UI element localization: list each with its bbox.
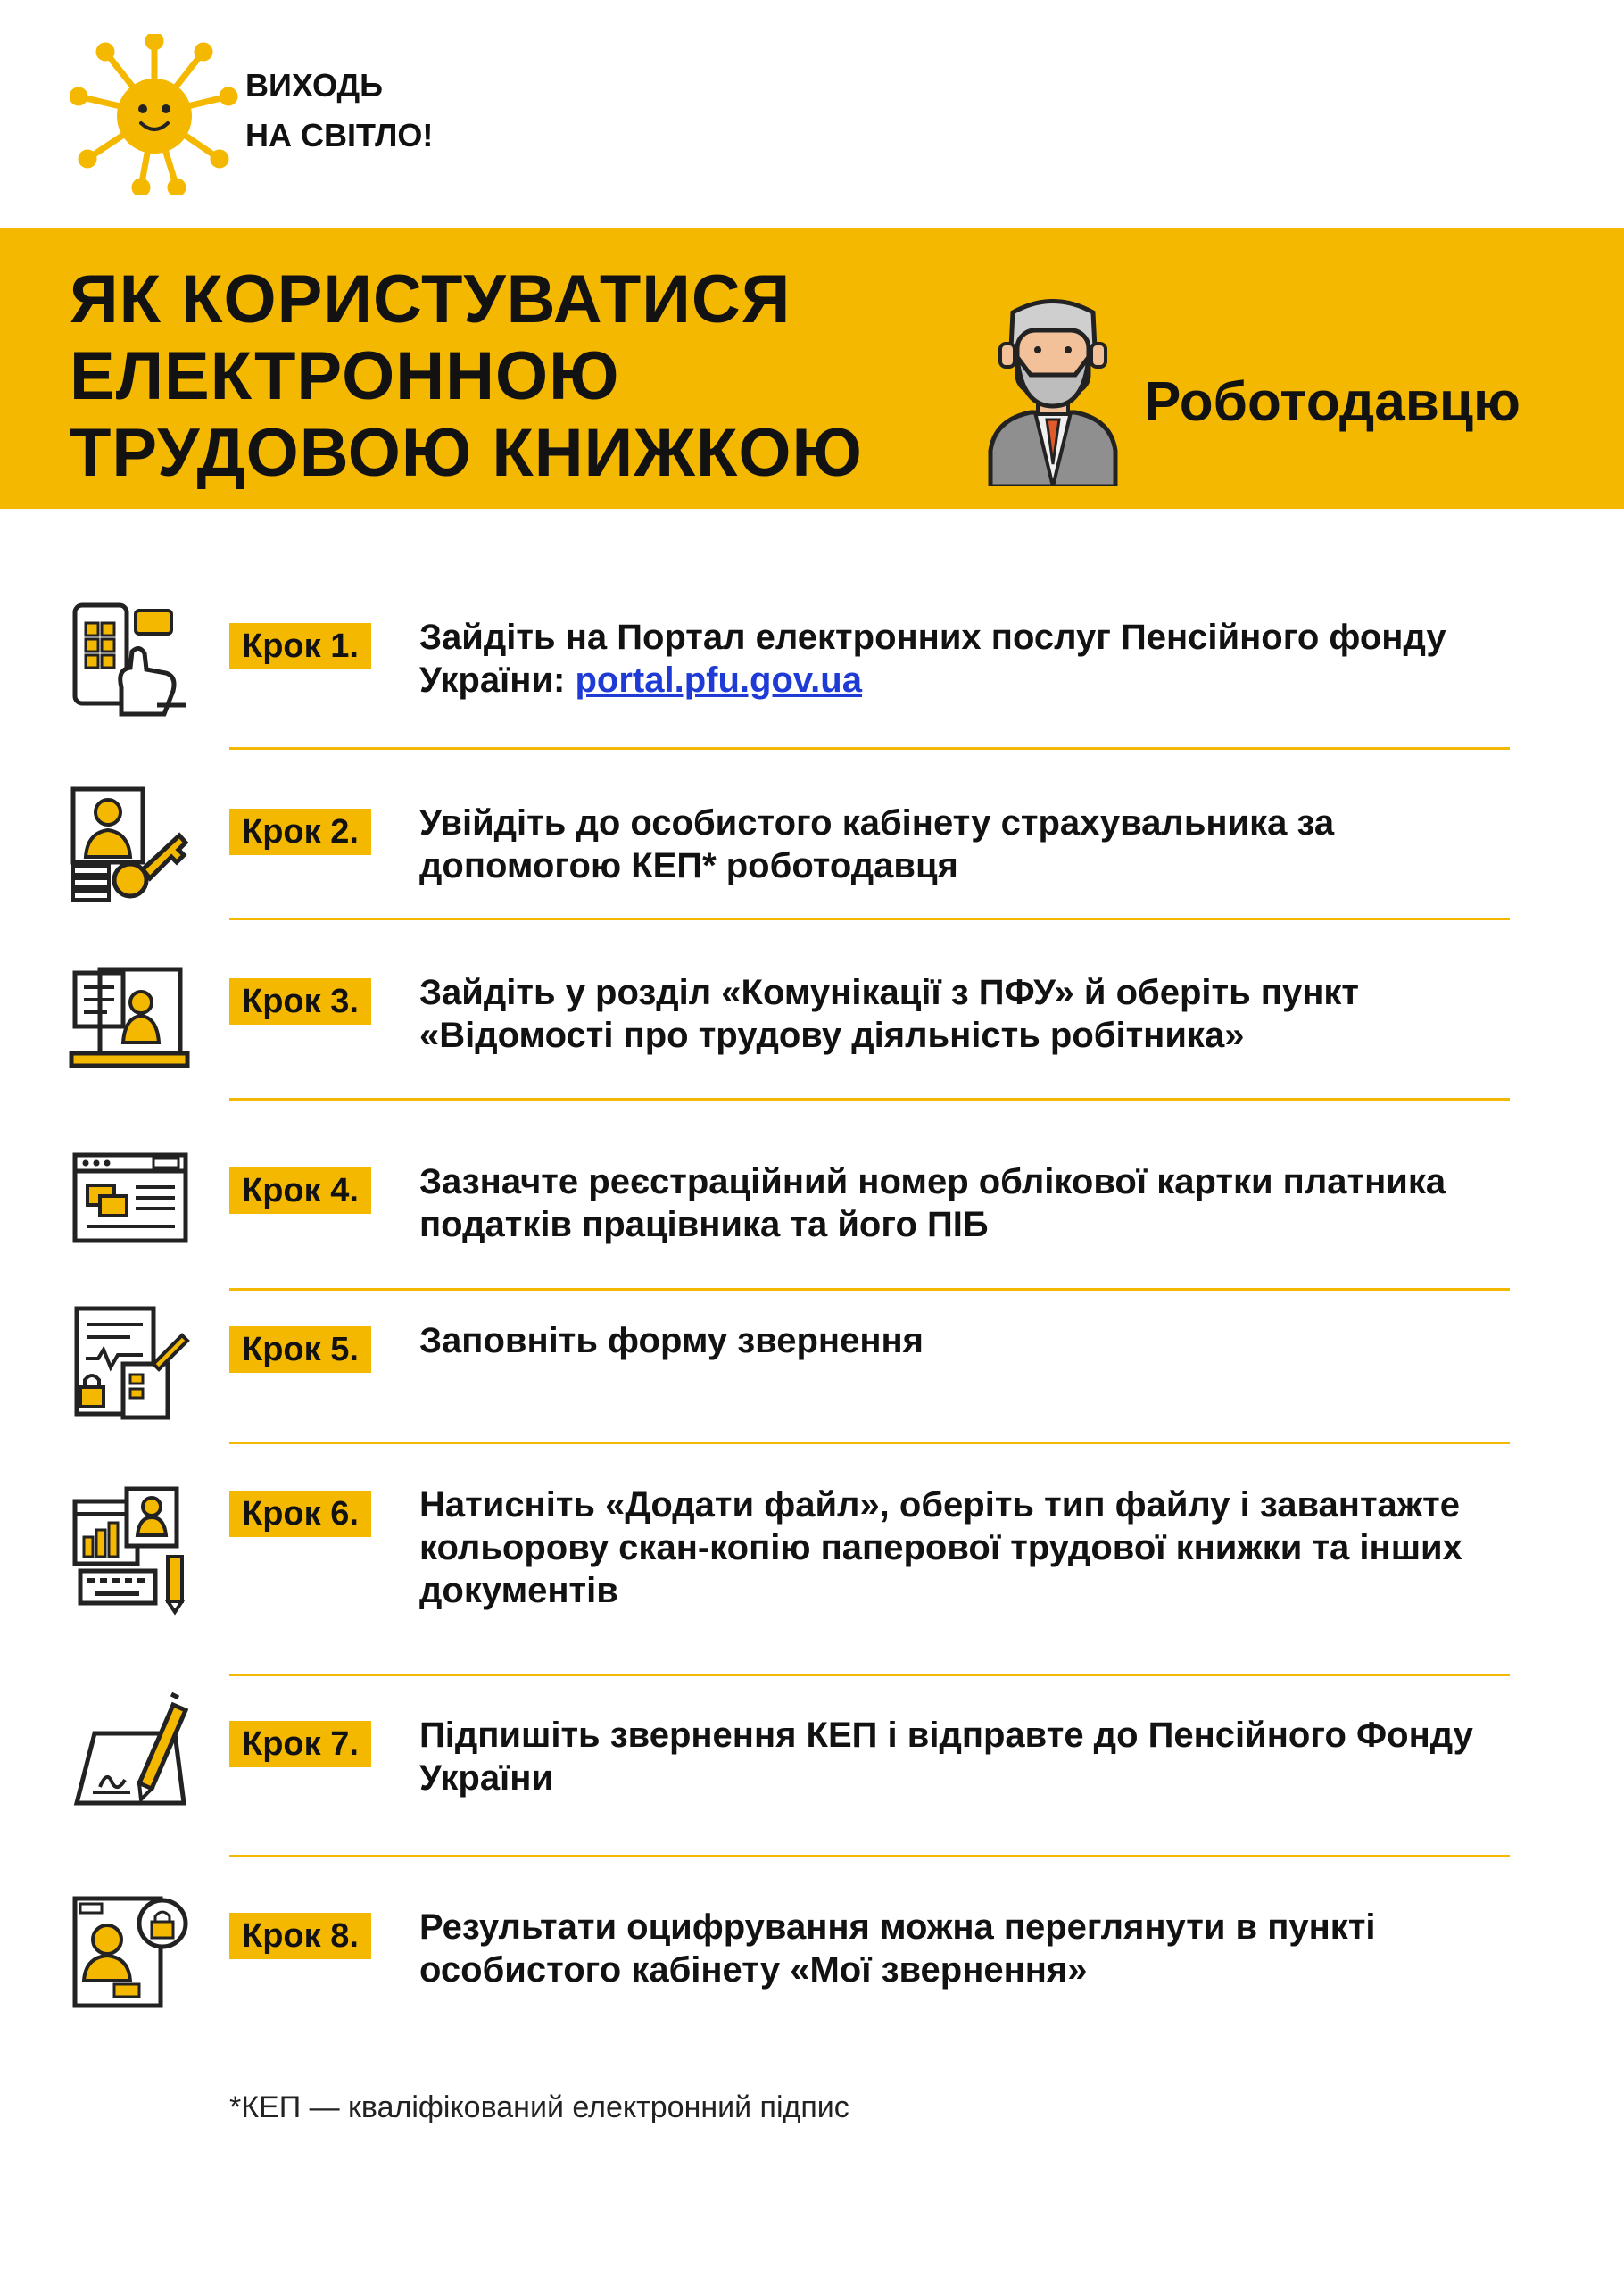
page-title [70,262,962,492]
employer-avatar-icon [986,295,1120,486]
phone-touch-icon [68,598,193,723]
step-6-label: Крок 6. [229,1491,371,1537]
step-6-text: Натисніть «Додати файл», оберіть тип файлу і завантажте кольорову скан-копію паперової трудової книжки та інших документів [419,1485,1462,1610]
browser-form-icon [68,1142,193,1267]
step-3-text: Зайдіть у розділ «Комунікації з ПФУ» й оберіть пункт «Відомості про трудову діяльність робітника» [419,973,1359,1055]
step-1-description: Зайдіть на Портал електронних послуг Пенсійного фонду України: [419,618,1446,700]
sign-document-icon [68,1687,193,1812]
divider-6 [229,1674,1510,1676]
title-line-1: ЯК КОРИСТУВАТИСЯ [70,262,791,337]
step-4-label: Крок 4. [229,1167,371,1214]
title-line-2: ЕЛЕКТРОННОЮ [70,338,620,414]
step-4-text: Зазначте реєстраційний номер облікової картки платника податків працівника та його ПІБ [419,1162,1446,1244]
step-3-label: Крок 3. [229,978,371,1025]
step-1-text [419,616,1526,702]
title-banner [0,228,1624,509]
brand-name [245,61,433,161]
step-5-label: Крок 5. [229,1326,371,1373]
upload-documents-icon [68,1482,193,1616]
portal-link[interactable]: portal.pfu.gov.ua [575,661,862,700]
brand-line-2: НА СВІТЛО! [245,117,434,154]
step-8-label: Крок 8. [229,1913,371,1959]
divider-7 [229,1855,1510,1857]
step-1-label: Крок 1. [229,623,371,669]
divider-2 [229,918,1510,920]
form-fill-icon [68,1301,193,1426]
sun-logo-icon [70,34,239,195]
divider-3 [229,1098,1510,1101]
divider-4 [229,1288,1510,1291]
step-2-label: Крок 2. [229,809,371,855]
profile-key-icon [68,784,193,909]
footnote: *КЕП — кваліфікований електронний підпис [229,2090,849,2124]
divider-1 [229,747,1510,750]
step-2-text: Увійдіть до особистого кабінету страхувальника за допомогою КЕП* роботодавця [419,803,1335,885]
audience-label: Роботодавцю [1144,371,1520,433]
title-line-3: ТРУДОВОЮ КНИЖКОЮ [70,415,863,491]
brand-line-1: ВИХОДЬ [245,67,384,104]
step-5-text: Заповніть форму звернення [419,1321,924,1360]
step-7-text: Підпишіть звернення КЕП і відправте до Пенсійного Фонду України [419,1716,1473,1798]
laptop-document-icon [68,953,193,1078]
step-7-label: Крок 7. [229,1721,371,1767]
divider-5 [229,1442,1510,1444]
step-8-text: Результати оцифрування можна переглянути в пункті особистого кабінету «Мої звернення» [419,1907,1376,1990]
secure-profile-icon [68,1888,193,2013]
